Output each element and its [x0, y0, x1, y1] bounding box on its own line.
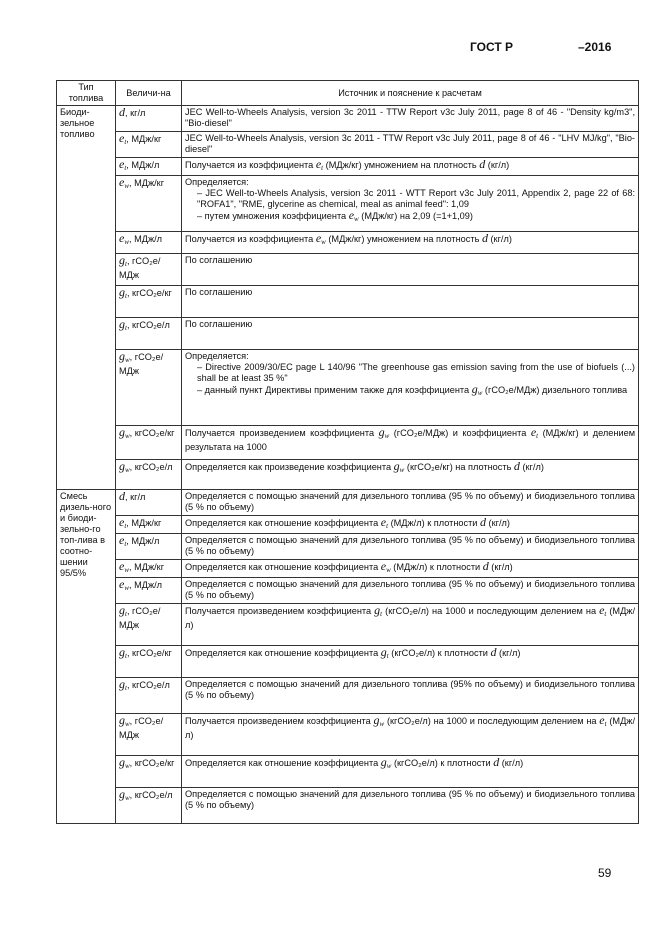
source-text: (кгCO₂е/л) на 1000 и последующим делением на	[384, 716, 600, 726]
symbol-subscript: t	[604, 720, 607, 728]
symbol-subscript: t	[124, 138, 127, 146]
source-text: (кг/л)	[487, 234, 512, 244]
source-text: Получается произведением коэффициента	[185, 428, 379, 438]
source-text: (МДж/л) к плотности	[388, 518, 480, 528]
source-text: (кгCO₂е/л) к плотности	[391, 758, 494, 768]
quantity-unit: , кгCO₂е/кг	[126, 288, 172, 298]
table-row	[57, 578, 639, 604]
symbol-subscript: t	[125, 260, 127, 268]
symbol: g	[119, 645, 125, 659]
quantity-unit: , кгCO₂е/л	[129, 462, 173, 472]
source-text: (кг/л)	[519, 462, 544, 472]
symbol: e	[315, 157, 322, 171]
source-cell	[182, 254, 639, 286]
quantity-unit: , кгCO₂е/л	[126, 320, 170, 330]
source-cell	[182, 106, 639, 132]
symbol: e	[599, 603, 605, 617]
quantity-unit: , гCO₂е/МДж	[119, 606, 161, 630]
source-cell	[182, 460, 639, 490]
symbol: g	[380, 645, 387, 659]
symbol: g	[119, 349, 125, 363]
symbol-subscript: t	[125, 610, 127, 618]
table-row	[57, 350, 639, 426]
quantity-unit: , МДж/кг	[129, 562, 165, 572]
quantity-cell	[116, 788, 182, 824]
symbol: e	[315, 231, 322, 245]
symbol: e	[119, 157, 125, 171]
symbol-subscript: t	[125, 292, 127, 300]
source-text: (МДж/л)	[185, 606, 636, 630]
symbol: d	[480, 515, 486, 529]
quantity-cell	[116, 756, 182, 788]
source-text: Получается из коэффициента	[185, 160, 316, 170]
header-quantity: Величи-на	[116, 81, 182, 106]
table-row	[57, 232, 639, 254]
symbol-subscript: w	[386, 762, 392, 770]
symbol-subscript: t	[124, 540, 127, 548]
source-item	[185, 384, 635, 399]
quantity-unit: , кгCO₂е/кг	[129, 428, 175, 438]
quantity-cell	[116, 176, 182, 232]
table-row	[57, 788, 639, 824]
source-text: (кг/л)	[485, 160, 510, 170]
symbol: e	[380, 559, 387, 573]
quantity-cell	[116, 318, 182, 350]
source-text: Определяется с помощью значений для дизельного топлива (95% по объему) и биодизельного топлива (5 % по объему)	[185, 679, 635, 700]
source-text: Определяется как отношение коэффициента	[185, 518, 381, 528]
symbol-subscript: t	[604, 610, 607, 618]
symbol: d	[481, 231, 488, 245]
symbol: g	[119, 713, 125, 727]
symbol-subscript: t	[124, 164, 127, 172]
symbol: g	[119, 253, 125, 267]
source-text: Определяется как отношение коэффициента	[185, 648, 381, 658]
source-cell	[182, 350, 639, 426]
source-cell	[182, 714, 639, 756]
symbol-subscript: w	[124, 584, 129, 592]
quantity-unit: , кгCO₂е/кг	[126, 648, 172, 658]
source-text: (кгCO₂е/л) к плотности	[388, 648, 491, 658]
symbol: d	[482, 559, 489, 573]
symbol-subscript: t	[386, 522, 389, 530]
table-row	[57, 490, 639, 516]
source-text: (гCO₂е/МДж) дизельного топлива	[482, 385, 628, 395]
source-text: (МДж/л)	[185, 716, 635, 740]
quantity-unit: , гCO₂е/МДж	[119, 716, 164, 740]
source-text: По соглашению	[185, 319, 253, 329]
table-row	[57, 560, 639, 578]
source-text: (кг/л)	[486, 518, 510, 528]
symbol-subscript: t	[125, 684, 127, 692]
quantity-unit: , МДж/л	[129, 234, 163, 244]
quantity-cell	[116, 106, 182, 132]
symbol: e	[380, 515, 387, 529]
fuel-type-cell: Смесь дизель-ного и биоди-зельно-го топ-лива в соотно-шении 95/5%	[57, 490, 116, 824]
table-row	[57, 106, 639, 132]
source-text: (кг/л)	[499, 758, 524, 768]
quantity-cell	[116, 286, 182, 318]
source-heading: Определяется:	[185, 177, 249, 187]
symbol: g	[119, 425, 125, 439]
source-text: – путем умножения коэффициента	[197, 211, 349, 221]
symbol: g	[119, 755, 125, 769]
quantity-cell	[116, 350, 182, 426]
source-text: Определяется с помощью значений для дизельного топлива (95 % по объему) и биодизельного топлива (5 % по объему)	[185, 535, 635, 556]
quantity-unit: , МДж/л	[129, 580, 163, 590]
source-text: (МДж/кг) умножением на плотность	[325, 234, 482, 244]
source-cell	[182, 788, 639, 824]
symbol: g	[119, 459, 125, 473]
symbol-subscript: t	[124, 522, 127, 530]
standard-code: ГОСТ Р	[470, 40, 514, 54]
source-text: (МДж/кг) на 2,09 (=1+1,09)	[358, 211, 473, 221]
symbol: e	[119, 515, 125, 529]
table-row	[57, 646, 639, 678]
symbol: g	[378, 425, 385, 439]
symbol: e	[119, 231, 125, 245]
table-header-row	[57, 81, 639, 106]
source-text: (кг/л)	[496, 648, 521, 658]
source-text: Получается из коэффициента	[185, 234, 316, 244]
symbol-subscript: w	[354, 215, 359, 223]
table-row	[57, 714, 639, 756]
quantity-unit: , кг/л	[125, 108, 146, 118]
source-cell	[182, 678, 639, 714]
fuel-type-cell: Биоди-зельное топливо	[57, 106, 116, 490]
symbol-subscript: t	[125, 652, 127, 660]
source-text: (кгCO₂е/кг) на плотность	[404, 462, 514, 472]
quantity-cell	[116, 490, 182, 516]
symbol: g	[380, 755, 387, 769]
source-item: – JEC Well-to-Wheels Analysis, version 3c 2011 - WTT Report v3c July 2011, Appendix 2, page 22 of 68: "ROFA1", "RME, glycerine as chemical, meal as animal feed": 1,09	[197, 188, 635, 209]
symbol-subscript: t	[386, 652, 389, 660]
source-text: (кг/л)	[488, 562, 513, 572]
source-cell	[182, 560, 639, 578]
quantity-cell	[116, 426, 182, 460]
source-cell	[182, 158, 639, 176]
source-cell	[182, 286, 639, 318]
source-cell	[182, 232, 639, 254]
page-header	[470, 40, 630, 56]
symbol-subscript: w	[125, 720, 130, 728]
quantity-cell	[116, 460, 182, 490]
symbol: g	[119, 317, 125, 331]
symbol-subscript: w	[124, 238, 129, 246]
symbol-subscript: w	[124, 182, 129, 190]
quantity-unit: , МДж/кг	[126, 134, 162, 144]
symbol: e	[599, 713, 605, 727]
header-fuel-type: Тип топлива	[57, 81, 116, 106]
symbol-subscript: w	[125, 466, 130, 474]
table-row	[57, 254, 639, 286]
symbol-subscript: t	[125, 324, 127, 332]
symbol-subscript: w	[321, 238, 326, 246]
table-row	[57, 286, 639, 318]
source-text: JEC Well-to-Wheels Analysis, version 3c 2011 - TTW Report v3c July 2011, page 8 of 46 - "Density kg/m3", "Bio-diesel"	[185, 107, 635, 128]
quantity-unit: , МДж/кг	[126, 518, 162, 528]
source-text: Определяется с помощью значений для дизельного топлива (95 % по объему) и биодизельного топлива (5 % по объему)	[185, 789, 635, 810]
symbol-subscript: w	[125, 432, 130, 440]
symbol-subscript: w	[125, 356, 130, 364]
quantity-unit: , МДж/кг	[129, 178, 165, 188]
quantity-cell	[116, 578, 182, 604]
quantity-cell	[116, 714, 182, 756]
symbol-subscript: t	[380, 610, 383, 618]
symbol-subscript: t	[536, 432, 539, 440]
table-row	[57, 516, 639, 534]
symbol: g	[374, 603, 381, 617]
source-cell	[182, 516, 639, 534]
symbol-subscript: w	[379, 720, 385, 728]
quantity-cell	[116, 516, 182, 534]
source-heading: Определяется:	[185, 351, 249, 361]
quantity-unit: , кгCO₂е/кг	[129, 758, 175, 768]
source-text: Определяется как отношение коэффициента	[185, 562, 381, 572]
quantity-unit: , МДж/л	[126, 160, 160, 170]
source-cell	[182, 490, 639, 516]
source-cell	[182, 578, 639, 604]
table-row	[57, 176, 639, 232]
symbol: d	[479, 157, 486, 171]
fuel-parameters-table	[56, 80, 639, 824]
page-number: 59	[598, 866, 612, 880]
quantity-cell	[116, 232, 182, 254]
table-row	[57, 132, 639, 158]
quantity-cell	[116, 158, 182, 176]
source-cell	[182, 756, 639, 788]
symbol: g	[119, 677, 125, 691]
symbol: e	[119, 577, 125, 591]
symbol: d	[490, 645, 497, 659]
quantity-unit: , кгCO₂е/л	[129, 790, 173, 800]
symbol: g	[119, 285, 125, 299]
source-cell	[182, 132, 639, 158]
symbol-subscript: w	[125, 794, 130, 802]
symbol: e	[348, 208, 355, 222]
symbol-subscript: w	[384, 432, 390, 440]
source-text: (гCO₂е/МДж) и коэффициента	[389, 428, 531, 438]
source-text: Получается произведением коэффициента	[185, 606, 375, 616]
symbol: g	[471, 382, 478, 396]
table-row	[57, 756, 639, 788]
quantity-unit: , кгCO₂е/л	[126, 680, 170, 690]
symbol-subscript: w	[125, 762, 130, 770]
source-text: Определяется с помощью значений для дизельного топлива (95 % по объему) и биодизельного топлива (5 % по объему)	[185, 491, 635, 512]
quantity-cell	[116, 132, 182, 158]
symbol: g	[119, 603, 125, 617]
symbol: d	[513, 459, 520, 473]
symbol-subscript: w	[399, 466, 405, 474]
symbol: g	[393, 459, 400, 473]
source-text: (кгCO₂е/л) на 1000 и последующим делением на	[382, 606, 600, 616]
table-row	[57, 604, 639, 646]
standard-year: –2016	[578, 40, 612, 54]
quantity-cell	[116, 646, 182, 678]
source-text: Определяется с помощью значений для дизельного топлива (95 % по объему) и биодизельного топлива (5 % по объему)	[185, 579, 635, 600]
source-cell	[182, 646, 639, 678]
quantity-unit: , гCO₂е/МДж	[119, 256, 161, 280]
source-item: – Directive 2009/30/EC page L 140/96 "The greenhouse gas emission saving from the use of biofuels (...) shall be at least 35 %"	[197, 362, 635, 383]
source-item	[185, 210, 635, 225]
symbol-subscript: w	[124, 566, 129, 574]
table-row	[57, 460, 639, 490]
symbol-subscript: w	[477, 389, 483, 397]
source-text: Получается произведением коэффициента	[185, 716, 374, 726]
table-row	[57, 158, 639, 176]
source-text: JEC Well-to-Wheels Analysis, version 3c 2011 - TTW Report v3c July 2011, page 8 of 46 - "LHV MJ/kg", "Bio-diesel"	[185, 133, 635, 154]
header-source: Источник и пояснение к расчетам	[182, 81, 639, 106]
source-text: (МДж/л) к плотности	[390, 562, 483, 572]
table-row	[57, 678, 639, 714]
quantity-cell	[116, 254, 182, 286]
source-text: Определяется как отношение коэффициента	[185, 758, 381, 768]
source-text: (МДж/кг) и делением результата на 1000	[185, 428, 636, 452]
quantity-cell	[116, 604, 182, 646]
quantity-cell	[116, 678, 182, 714]
symbol: e	[119, 559, 125, 573]
table-row	[57, 426, 639, 460]
source-cell	[182, 534, 639, 560]
source-text: По соглашению	[185, 287, 253, 297]
source-cell	[182, 604, 639, 646]
symbol: e	[119, 533, 125, 547]
symbol: g	[119, 787, 125, 801]
source-cell	[182, 318, 639, 350]
symbol-subscript: w	[386, 566, 391, 574]
source-cell	[182, 426, 639, 460]
source-text: По соглашению	[185, 255, 253, 265]
quantity-unit: , МДж/л	[126, 536, 160, 546]
table-row	[57, 534, 639, 560]
symbol: e	[119, 175, 125, 189]
symbol: d	[493, 755, 500, 769]
quantity-unit: , кг/л	[125, 492, 146, 502]
symbol: e	[119, 131, 125, 145]
source-text: – данный пункт Директивы применим также для коэффициента	[197, 385, 472, 395]
symbol: d	[119, 105, 125, 119]
source-text: Определяется как произведение коэффициента	[185, 462, 394, 472]
source-cell	[182, 176, 639, 232]
symbol: g	[373, 713, 380, 727]
quantity-unit: , гCO₂е/МДж	[119, 352, 164, 376]
symbol: d	[119, 489, 125, 503]
table-row	[57, 318, 639, 350]
quantity-cell	[116, 534, 182, 560]
symbol: e	[530, 425, 537, 439]
source-text: (МДж/кг) умножением на плотность	[323, 160, 480, 170]
quantity-cell	[116, 560, 182, 578]
symbol-subscript: t	[321, 164, 324, 172]
